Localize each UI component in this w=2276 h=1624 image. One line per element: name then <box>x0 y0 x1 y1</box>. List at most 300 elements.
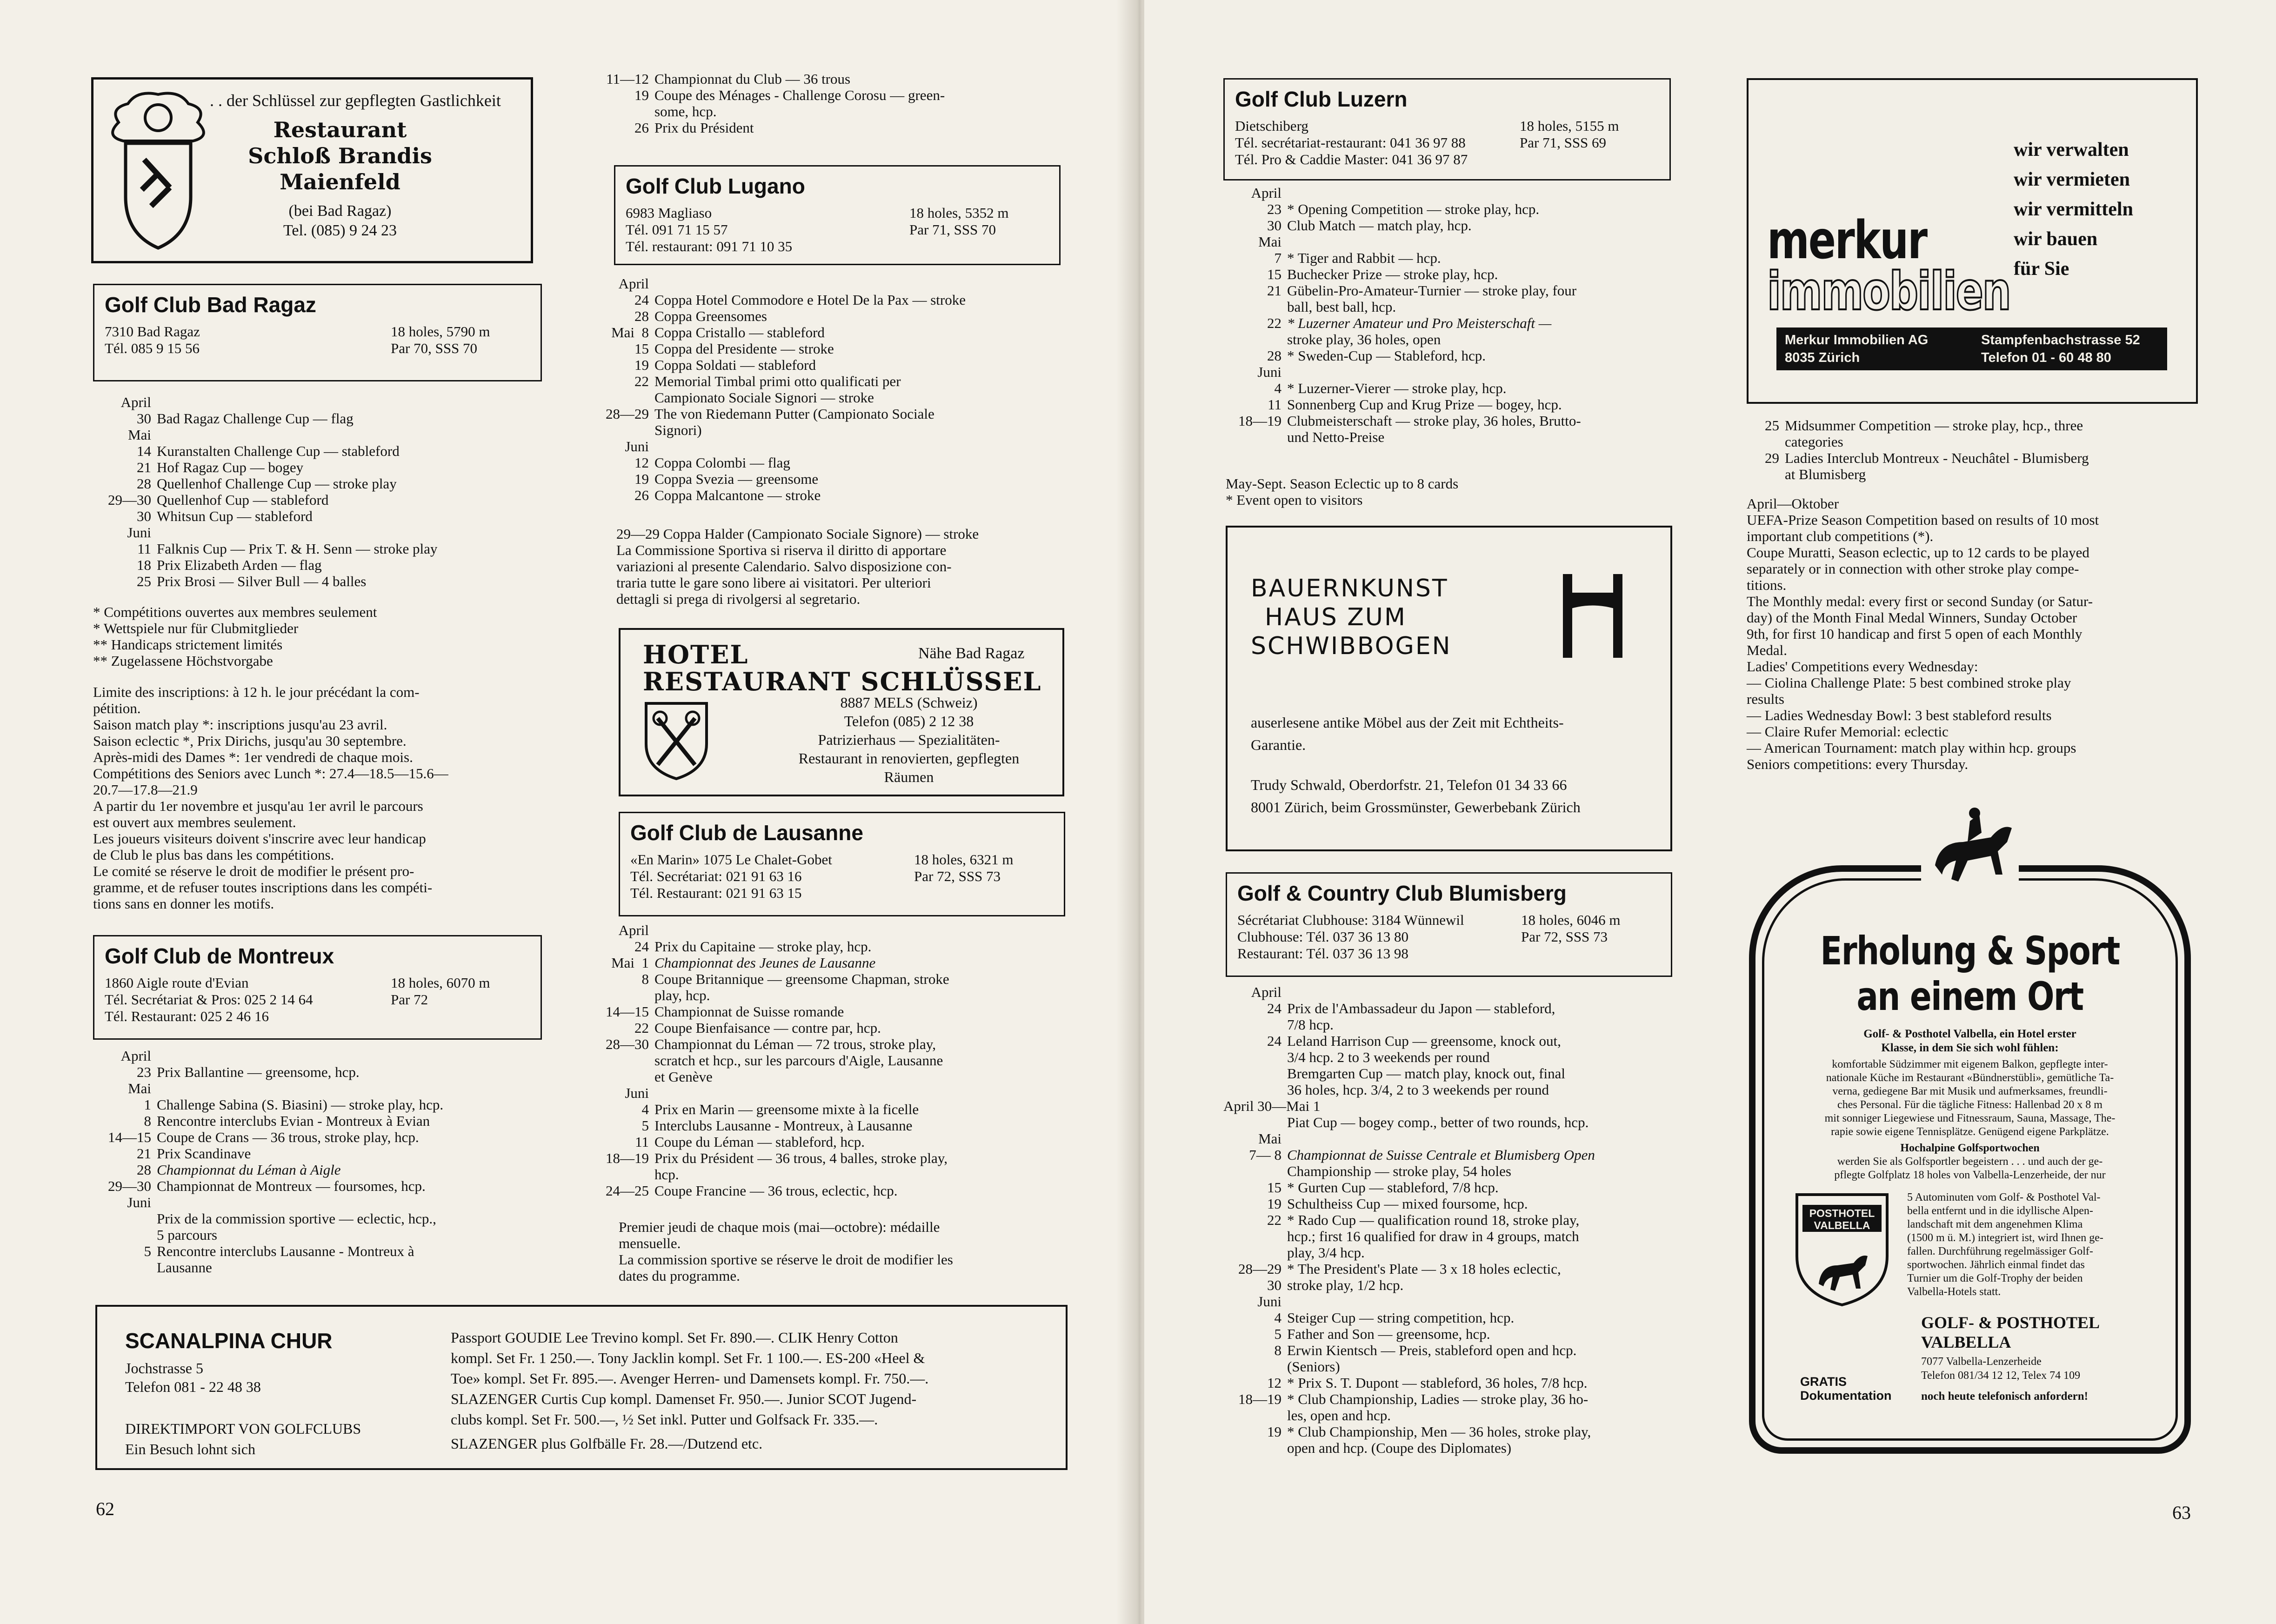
schedule-event: Prix du Président — 36 trous, 4 balles, stroke play, <box>654 1150 948 1166</box>
schedule-row <box>1223 315 1679 331</box>
schedule-event: Rencontre interclubs Evian - Montreux à Evian <box>157 1113 430 1129</box>
schedule-row <box>1223 282 1679 299</box>
schedule-event: some, hcp. <box>654 103 717 120</box>
schedule-date: 29—30 <box>108 492 151 508</box>
club-address: 7310 Bad Ragaz <box>105 323 200 340</box>
schedule-row <box>591 438 1070 454</box>
ad-valbella-text: pflegte Golfplatz 18 holes von Valbella-Lenzerheide, der nur <box>1834 1169 2106 1181</box>
schedule-date <box>93 1259 157 1276</box>
club-name: Golf Club Bad Ragaz <box>105 293 316 317</box>
schedule-date: 7 <box>1274 250 1282 266</box>
schedule-event: Steiger Cup — string competition, hcp. <box>1287 1310 1515 1326</box>
schedule-date: Juni <box>1257 1293 1282 1310</box>
schedule-row <box>93 1080 540 1096</box>
ad-bauern-address: 8001 Zürich, beim Grossmünster, Gewerbebank Zürich <box>1251 799 1581 815</box>
schedule-row <box>591 987 1070 1003</box>
schedule-event: Falknis Cup — Prix T. & H. Senn — stroke play <box>157 541 438 557</box>
club-name: Golf Club de Montreux <box>105 944 334 968</box>
schedule-event: Signori) <box>654 422 702 438</box>
ad-valbella-text: sportwochen. Jährlich einmal findet das <box>1907 1259 2085 1271</box>
text-line: Le comité se réserve le droit de modifier le présent pro- <box>93 863 414 879</box>
schedule-date: 24 <box>1267 1033 1282 1049</box>
ad-scanalpina-name: SCANALPINA CHUR <box>125 1329 333 1353</box>
schedule-row <box>591 373 1070 389</box>
schedule-row <box>591 103 1070 120</box>
schedule-date <box>93 1227 157 1243</box>
text-line: UEFA-Prize Season Competition based on results of 10 most <box>1747 512 2099 528</box>
schedule-date: 5 <box>144 1243 151 1259</box>
schedule-row <box>591 406 1070 422</box>
text-line: tions sans en donner les motifs. <box>93 896 274 912</box>
schedule-row <box>1223 331 1679 348</box>
text-line: mensuelle. <box>619 1235 681 1251</box>
text-line: ** Zugelassene Höchstvorgabe <box>93 653 273 669</box>
schedule-row <box>591 1183 1070 1199</box>
schedule-date <box>591 103 654 120</box>
page-number: 62 <box>96 1498 114 1519</box>
schedule-event: Leland Harrison Cup — greensome, knock out, <box>1287 1033 1561 1049</box>
ad-scanalpina-import: DIREKTIMPORT VON GOLFCLUBS <box>125 1420 361 1437</box>
schedule-date <box>591 1069 654 1085</box>
schedule-event: Gübelin-Pro-Amateur-Turnier — stroke play, four <box>1287 282 1577 299</box>
merkur-phone: Telefon 01 - 60 48 80 <box>1981 350 2111 365</box>
ad-valbella-hochalpine: Hochalpine Golfsportwochen <box>1900 1142 2040 1154</box>
ad-valbella-badge1: POSTHOTEL <box>1809 1207 1875 1219</box>
schedule-row <box>1223 1000 1684 1016</box>
club-holes: 18 holes, 5155 m <box>1520 118 1619 134</box>
schedule-event: Coppa Svezia — greensome <box>654 471 819 487</box>
club-phone: Tél. secrétariat-restaurant: 041 36 97 88 <box>1235 134 1466 151</box>
text-line: 9th, for first 10 handicap and first 5 open of each Monthly <box>1747 626 2082 642</box>
ad-valbella-text: nationale Küche im Restaurant «Bündnerstübli», gemütliche Ta- <box>1826 1072 2114 1084</box>
club-phone: Tél. Secrétariat & Pros: 025 2 14 64 <box>105 991 313 1008</box>
schedule-row <box>591 955 1070 971</box>
club-box-lausanne <box>619 812 1065 916</box>
schedule-row <box>1223 1326 1684 1342</box>
schedule-event: Prix en Marin — greensome mixte à la ficelle <box>654 1101 919 1117</box>
schedule-row <box>1223 1147 1684 1163</box>
ad-scanalpina-phone: Telefon 081 - 22 48 38 <box>125 1378 261 1395</box>
schedule-row <box>591 389 1070 406</box>
schedule-date: 26 <box>634 120 649 136</box>
ad-bauern-line2: HAUS ZUM <box>1265 603 1407 631</box>
schedule-row <box>591 308 1070 324</box>
schedule-date: 29 <box>1765 450 1779 466</box>
schedule-date: 21 <box>137 1145 151 1162</box>
schedule-row <box>591 454 1070 471</box>
schedule-date: Juni <box>127 524 151 541</box>
text-line: ** Handicaps strictement limités <box>93 636 283 653</box>
text-line: separately or in connection with other stroke play compe- <box>1747 561 2079 577</box>
text-line: A partir du 1er novembre et jusqu'au 1er avril le parcours <box>93 798 423 814</box>
club-phone: Tél. 085 9 15 56 <box>105 340 200 356</box>
schedule-date: 19 <box>634 87 649 103</box>
schedule-event: Piat Cup — bogey comp., better of two rounds, hcp. <box>1287 1114 1589 1130</box>
club-holes: 18 holes, 6046 m <box>1521 912 1621 928</box>
schedule-date: April <box>1251 984 1282 1000</box>
ad-hotel-phone: Telefon (085) 2 12 38 <box>844 713 974 729</box>
schedule-row <box>93 557 540 573</box>
product-line: SLAZENGER Curtis Cup kompl. Damenset Fr. 950.—. Junior SCOT Jugend- <box>451 1390 917 1407</box>
club-holes: 18 holes, 5352 m <box>909 205 1009 221</box>
schedule-date <box>591 422 654 438</box>
schedule-row <box>591 324 1070 341</box>
text-line: La Commissione Sportiva si riserva il diritto di apportare <box>616 542 947 558</box>
schedule-event: 3/4 hcp. 2 to 3 weekends per round <box>1287 1049 1490 1065</box>
club-par: Par 71, SSS 69 <box>1520 134 1607 151</box>
schedule-row <box>93 1178 540 1194</box>
schedule-event: Championnat du Léman — 72 trous, stroke play, <box>654 1036 936 1052</box>
schedule-event: Prix du Capitaine — stroke play, hcp. <box>654 938 872 955</box>
schedule-date: April 30—Mai 1 <box>1223 1098 1321 1114</box>
schedule-event: Coppa Colombi — flag <box>654 454 790 471</box>
text-line: results <box>1747 691 1784 707</box>
schedule-row <box>93 459 540 475</box>
crossed-keys-icon <box>641 700 711 781</box>
schedule-row <box>1223 217 1679 234</box>
schedule-row <box>93 427 540 443</box>
ad-valbella-g2: Dokumentation <box>1800 1389 1892 1403</box>
schedule-lausanne <box>591 922 1070 1199</box>
schedule-date: Juni <box>625 438 649 454</box>
schedule-date <box>591 1052 654 1069</box>
text-line: est ouvert aux membres seulement. <box>93 814 296 830</box>
ad-scanalpina-contact <box>125 1359 261 1396</box>
schedule-date: 18—19 <box>606 1150 649 1166</box>
club-restaurant: Restaurant: Tél. 037 36 13 98 <box>1237 945 1408 962</box>
schedule-event: Memorial Timbal primi otto qualificati per <box>654 373 901 389</box>
schedule-date: 18—19 <box>1238 413 1282 429</box>
ad-valbella-text: mit sonniger Liegewiese und Fitnessraum, Sauna, Massage, The- <box>1824 1112 2116 1124</box>
ad-bauern-line1: BAUERNKUNST <box>1251 575 1448 602</box>
schedule-event: Championnat de Suisse Centrale et Blumisberg Open <box>1287 1147 1595 1163</box>
text-line: — American Tournament: match play within hcp. groups <box>1747 740 2076 756</box>
club-box-montreux <box>93 935 542 1040</box>
schedule-event: Prix de la commission sportive — eclectic, hcp., <box>157 1210 436 1227</box>
schedule-event: Coppa Soldati — stableford <box>654 357 816 373</box>
schedule-row <box>591 357 1070 373</box>
schedule-date <box>1223 1163 1287 1179</box>
schedule-row <box>93 1227 540 1243</box>
schedule-date: 8 <box>144 1113 151 1129</box>
merkur-company: Merkur Immobilien AG <box>1785 333 1929 348</box>
schedule-row <box>93 573 540 589</box>
schedule-event: Coupe du Léman — stableford, hcp. <box>654 1134 865 1150</box>
ad-schloss-name <box>247 117 433 195</box>
schedule-event: Coppa Cristallo — stableford <box>654 324 825 341</box>
schedule-row <box>93 524 540 541</box>
immobilien-wordmark: immobilien <box>1767 261 2010 322</box>
right-page <box>1144 0 2276 1624</box>
schedule-date: Mai <box>128 1080 151 1096</box>
ad-valbella-text: fallen. Durchführung regelmässiger Golf- <box>1907 1245 2093 1257</box>
schedule-event: Campionato Sociale Signori — stroke <box>654 389 874 406</box>
schedule-date <box>1223 299 1287 315</box>
ad-valbella-g1: GRATIS <box>1800 1375 1847 1389</box>
schedule-row <box>1223 396 1679 413</box>
schedule-event: at Blumisberg <box>1785 466 1866 482</box>
horse-rider-icon <box>1921 805 2019 893</box>
schedule-event: play, 3/4 hcp. <box>1287 1244 1365 1261</box>
schedule-event: stroke play, 36 holes, open <box>1287 331 1441 348</box>
schedule-row <box>591 1036 1070 1052</box>
schedule-date: 4 <box>1274 380 1282 396</box>
schedule-row <box>1223 1114 1684 1130</box>
text-line: Saison match play *: inscriptions jusqu'au 23 avril. <box>93 716 387 733</box>
schedule-row <box>93 443 540 459</box>
merkur-slogan: wir vermitteln <box>2014 199 2133 220</box>
schedule-event: * Gurten Cup — stableford, 7/8 hcp. <box>1287 1179 1499 1196</box>
club-name: Golf & Country Club Blumisberg <box>1237 881 1567 905</box>
ad-hotel-schluessel <box>619 628 1064 796</box>
club-phone: Tél. Secrétariat: 021 91 63 16 <box>630 868 802 884</box>
schedule-row <box>93 1259 540 1276</box>
ad-valbella-sub1: Golf- & Posthotel Valbella, ein Hotel erster <box>1863 1028 2076 1040</box>
schedule-date: 28—29 <box>606 406 649 422</box>
schedule-date: 18 <box>137 557 151 573</box>
schedule-event: Schultheiss Cup — mixed foursome, hcp. <box>1287 1196 1528 1212</box>
ad-schloss-intro: . . der Schlüssel zur gepflegten Gastlichkeit <box>210 91 501 110</box>
product-line: Toe» kompl. Set Fr. 895.—. Avenger Herren- und Damensets kompl. Fr. 750.—. <box>451 1370 929 1387</box>
text-line: La commission sportive se réserve le droit de modifier les <box>619 1251 953 1268</box>
merkur-slogan: wir bauen <box>2014 228 2098 250</box>
schedule-event: scratch et hcp., sur les parcours d'Aigle, Lausanne <box>654 1052 943 1069</box>
merkur-slogan: für Sie <box>2014 258 2069 280</box>
schedule-row <box>1721 417 2186 434</box>
schedule-event: * The President's Plate — 3 x 18 holes eclectic, <box>1287 1261 1561 1277</box>
schedule-date: 21 <box>137 459 151 475</box>
schedule-row <box>591 87 1070 103</box>
text-line: de Club le plus bas dans les compétitions. <box>93 847 334 863</box>
ad-bauern-line3: SCHWIBBOGEN <box>1251 632 1452 660</box>
ad-schloss-contact <box>247 201 433 241</box>
schedule-date: 12 <box>1267 1375 1282 1391</box>
schedule-date <box>591 987 654 1003</box>
merkur-logo <box>1767 210 2010 322</box>
schedule-event: Hof Ragaz Cup — bogey <box>157 459 304 475</box>
schedule-row <box>1223 1163 1684 1179</box>
ad-schloss-line4: (bei Bad Ragaz) <box>288 202 392 220</box>
text-line: Limite des inscriptions: à 12 h. le jour précédant la com- <box>93 684 420 700</box>
club-par: Par 71, SSS 70 <box>909 221 996 238</box>
ad-schloss-line2: Schloß Brandis <box>248 143 432 168</box>
schedule-date: Mai 8 <box>611 324 649 341</box>
schedule-event: Rencontre interclubs Lausanne - Montreux à <box>157 1243 414 1259</box>
schedule-date: 5 <box>1274 1326 1282 1342</box>
schedule-row <box>591 1117 1070 1134</box>
schedule-blumisberg <box>1223 984 1684 1456</box>
schedule-row <box>93 475 540 492</box>
club-phone: Clubhouse: Tél. 037 36 13 80 <box>1237 929 1408 945</box>
schedule-date <box>1223 1049 1287 1065</box>
schedule-date: 19 <box>634 357 649 373</box>
schedule-row <box>93 1243 540 1259</box>
ad-scanalpina-tagline <box>125 1418 361 1459</box>
schedule-event: Buchecker Prize — stroke play, hcp. <box>1287 266 1498 282</box>
schedule-event: Lausanne <box>157 1259 212 1276</box>
club-par: Par 72 <box>391 991 428 1008</box>
text-luzern <box>1226 475 1672 508</box>
merkur-slogans <box>2014 135 2133 284</box>
schedule-date: 14 <box>137 443 151 459</box>
club-box-luzern <box>1223 78 1671 180</box>
schedule-date: 8 <box>641 971 649 987</box>
schedule-date: Juni <box>625 1085 649 1101</box>
ad-valbella-text: ches Personal. Für die tägliche Fitness: Hallenbad 20 x 8 m <box>1837 1099 2102 1111</box>
ad-bauern-body <box>1251 711 1651 818</box>
ad-valbella-body <box>1786 1058 2154 1182</box>
ad-bauern-text: Garantie. <box>1251 736 1306 753</box>
schedule-date: 28 <box>137 1162 151 1178</box>
schedule-event: Championnat des Jeunes de Lausanne <box>654 955 876 971</box>
schedule-event: hcp. <box>654 1166 679 1183</box>
schedule-date: 7— 8 <box>1249 1147 1282 1163</box>
schedule-date: 26 <box>634 487 649 503</box>
schedule-row <box>93 1145 540 1162</box>
text-line: The Monthly medal: every first or second Sunday (or Satur- <box>1747 593 2093 609</box>
ad-valbella-text: rapie sowie eigene Tennisplätze. Genügend eigene Parkplätze. <box>1831 1126 2109 1138</box>
schedule-date: Mai <box>128 427 151 443</box>
ad-schloss-brandis <box>91 77 533 263</box>
schedule-date: April <box>120 394 151 410</box>
schedule-date <box>1223 1440 1287 1456</box>
text-line: dettagli si prega di rivolgersi al segretario. <box>616 591 861 607</box>
schedule-date <box>591 389 654 406</box>
text-line: titions. <box>1747 577 1787 593</box>
club-par: Par 70, SSS 70 <box>391 340 478 356</box>
schedule-event: * Club Championship, Men — 36 holes, stroke play, <box>1287 1424 1591 1440</box>
schedule-event: open and hcp. (Coupe des Diplomates) <box>1287 1440 1512 1456</box>
schedule-row <box>1223 1310 1684 1326</box>
schedule-date <box>1223 1114 1287 1130</box>
schedule-date: April <box>618 275 649 292</box>
schedule-row <box>93 1194 540 1210</box>
text-line: Saison eclectic *, Prix Dirichs, jusqu'au 30 septembre. <box>93 733 407 749</box>
schedule-date: 19 <box>1267 1196 1282 1212</box>
product-line: clubs kompl. Set Fr. 500.—, ½ Set inkl. Putter und Golfsack Fr. 335.—. <box>451 1411 878 1428</box>
ad-valbella-hotel <box>1921 1313 2116 1383</box>
text-line: Les joueurs visiteurs doivent s'inscrire avec leur handicap <box>93 830 426 847</box>
schedule-row <box>1223 348 1679 364</box>
schedule-date: 19 <box>1267 1424 1282 1440</box>
schedule-date: April <box>1251 185 1282 201</box>
schedule-event: Coppa Hotel Commodore e Hotel De la Pax — stroke <box>654 292 966 308</box>
schedule-luzern <box>1223 185 1679 445</box>
ad-valbella-h2: an einem Ort <box>1856 974 2083 1019</box>
club-holes: 18 holes, 6321 m <box>914 851 1014 868</box>
schedule-date: 25 <box>137 573 151 589</box>
schedule-event: hcp.; first 16 qualified for draw in 4 groups, match <box>1287 1228 1579 1244</box>
schedule-row <box>1223 1228 1684 1244</box>
schedule-event: Midsummer Competition — stroke play, hcp., three <box>1785 417 2083 434</box>
ad-bauernkunst <box>1226 526 1672 851</box>
schedule-event: Coppa Greensomes <box>654 308 767 324</box>
schedule-row <box>591 1101 1070 1117</box>
schedule-row <box>1223 429 1679 445</box>
schedule-date: 22 <box>634 1020 649 1036</box>
schedule-row <box>1223 234 1679 250</box>
text-line: Ladies' Competitions every Wednesday: <box>1747 658 1978 675</box>
club-box-bad-ragaz <box>93 284 542 381</box>
schedule-event: Erwin Kientsch — Preis, stableford open and hcp. <box>1287 1342 1577 1358</box>
schedule-event: 36 holes, hcp. 3/4, 2 to 3 weekends per round <box>1287 1082 1549 1098</box>
ad-valbella-phone: Telefon 081/34 12 12, Telex 74 109 <box>1921 1370 2081 1382</box>
text-line: * Event open to visitors <box>1226 492 1363 508</box>
schedule-row <box>1223 1261 1684 1277</box>
schedule-date <box>1721 434 1785 450</box>
schedule-date: Mai <box>1258 1130 1282 1147</box>
schedule-event: Clubmeisterschaft — stroke play, 36 holes, Brutto- <box>1287 413 1581 429</box>
ad-schloss-phone: Tel. (085) 9 24 23 <box>283 222 397 239</box>
page-number: 63 <box>2172 1502 2191 1523</box>
schedule-date: 28 <box>137 475 151 492</box>
ad-bauern-contact: Trudy Schwald, Oberdorfstr. 21, Telefon 01 34 33 66 <box>1251 776 1567 793</box>
schedule-bad-ragaz <box>93 394 540 589</box>
text-line: — Ladies Wednesday Bowl: 3 best stableford results <box>1747 707 2052 723</box>
product-line: kompl. Set Fr. 1 250.—. Tony Jacklin kompl. Set Fr. 1 100.—. ES-200 «Heel & <box>451 1350 925 1366</box>
schedule-date: 28—29 <box>1238 1261 1282 1277</box>
schedule-date: 24 <box>634 938 649 955</box>
schedule-event: ball, best ball, hcp. <box>1287 299 1396 315</box>
schedule-row <box>591 1166 1070 1183</box>
schedule-row <box>1223 1082 1684 1098</box>
schedule-montreux <box>93 1048 540 1276</box>
merkur-city: 8035 Zürich <box>1785 350 1860 365</box>
ad-valbella-text: bella entfernt und in die idyllische Alpen- <box>1907 1205 2093 1217</box>
schedule-event: Prix Ballantine — greensome, hcp. <box>157 1064 360 1080</box>
schedule-date: 1 <box>144 1096 151 1113</box>
schedule-row <box>1223 1212 1684 1228</box>
schedule-event: * Luzerner Amateur und Pro Meisterschaft — <box>1287 315 1552 331</box>
schedule-date: 24 <box>634 292 649 308</box>
text-line: 29—29 Coppa Halder (Campionato Sociale Signore) — stroke <box>616 526 979 542</box>
schedule-date: 11 <box>635 1134 649 1150</box>
schedule-date <box>591 1166 654 1183</box>
schedule-event: Ladies Interclub Montreux - Neuchâtel - Blumisberg <box>1785 450 2089 466</box>
schedule-event: Championnat de Suisse romande <box>654 1003 844 1020</box>
club-holes: 18 holes, 6070 m <box>391 975 490 991</box>
ad-merkur <box>1747 78 2198 404</box>
schedule-date: 22 <box>1267 315 1282 331</box>
text-line: Après-midi des Dames *: 1er vendredi de chaque mois. <box>93 749 413 765</box>
schedule-row <box>93 1210 540 1227</box>
club-phone: Tél. 091 71 15 57 <box>626 221 728 238</box>
ad-valbella-n1: GOLF- & POSTHOTEL <box>1921 1313 2100 1332</box>
schedule-date: 23 <box>137 1064 151 1080</box>
schedule-event: Championnat du Léman à Aigle <box>157 1162 341 1178</box>
schedule-event: * Sweden-Cup — Stableford, hcp. <box>1287 348 1486 364</box>
schedule-date: 30 <box>1267 217 1282 234</box>
schedule-event: Quellenhof Challenge Cup — stroke play <box>157 475 397 492</box>
schedule-date: 23 <box>1267 201 1282 217</box>
schedule-row <box>1223 1293 1684 1310</box>
ad-scanalpina-visit: Ein Besuch lohnt sich <box>125 1441 255 1457</box>
schedule-row <box>1223 1049 1684 1065</box>
schedule-row <box>591 71 1070 87</box>
ad-valbella-text: Valbella-Hotels statt. <box>1907 1286 2001 1298</box>
schedule-date: April <box>120 1048 151 1064</box>
text-line: Medal. <box>1747 642 1787 658</box>
schedule-row <box>93 394 540 410</box>
schedule-date <box>1223 429 1287 445</box>
ad-valbella-text: komfortable Südzimmer mit eigenem Balkon, gepflegte inter- <box>1832 1058 2108 1070</box>
text-line: gramme, et de refuser toutes inscriptions dans les compéti- <box>93 879 433 896</box>
schedule-row <box>1223 299 1679 315</box>
schedule-event: play, hcp. <box>654 987 710 1003</box>
ad-scanalpina-street: Jochstrasse 5 <box>125 1360 203 1377</box>
schedule-event: * Rado Cup — qualification round 18, stroke play, <box>1287 1212 1580 1228</box>
text-line: Compétitions des Seniors avec Lunch *: 27.4—18.5—15.6— <box>93 765 448 782</box>
